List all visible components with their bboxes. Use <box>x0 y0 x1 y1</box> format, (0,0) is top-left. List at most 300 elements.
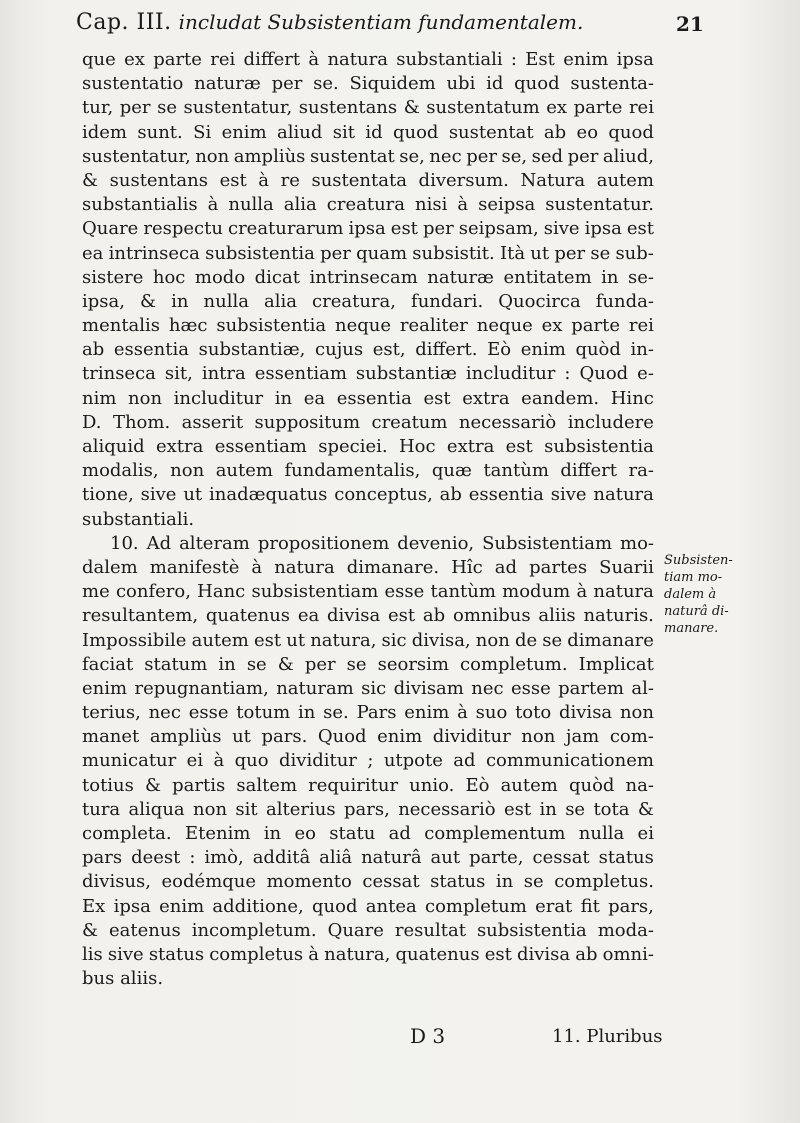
word: essentiam <box>254 363 347 385</box>
word: in- <box>630 339 654 361</box>
word: per <box>554 242 586 264</box>
word: pars, <box>608 895 654 917</box>
word: aliquid <box>82 436 145 457</box>
word: in <box>218 653 236 675</box>
word: aliud, <box>602 145 654 167</box>
text-line <box>82 314 654 338</box>
running-head <box>76 10 583 35</box>
word: cessat <box>362 871 420 893</box>
word: ex <box>124 49 145 70</box>
word: natura <box>274 556 335 578</box>
word: Eò <box>487 339 512 361</box>
word: speciei. <box>318 436 388 457</box>
word: completus <box>209 943 304 965</box>
word: ab <box>543 121 567 143</box>
word: incompletum. <box>191 919 317 941</box>
word: additione, <box>212 895 304 917</box>
word: mo- <box>620 532 654 554</box>
word: sit <box>235 798 258 820</box>
word: sustentatur, <box>82 145 191 167</box>
word: essentiam <box>214 436 307 457</box>
word: realiter <box>399 315 468 337</box>
word: intra <box>201 363 246 385</box>
text-line <box>82 604 654 628</box>
word: differt <box>560 460 617 482</box>
word: e- <box>637 363 654 385</box>
word: divisa <box>516 943 571 965</box>
catchword: 11. Pluribus <box>552 1026 663 1047</box>
word: intrinseca <box>108 242 200 264</box>
word: se <box>565 798 586 820</box>
word: esse <box>188 702 229 724</box>
word: manifestè <box>149 556 240 578</box>
word: ea <box>303 387 326 409</box>
word: & <box>145 774 162 796</box>
word: est <box>503 798 532 820</box>
word: Eò <box>465 774 490 796</box>
word: unio. <box>409 774 455 796</box>
word: se <box>346 653 367 675</box>
word: necessariò <box>398 798 496 820</box>
word: esse <box>384 581 425 603</box>
word: alia <box>283 194 317 216</box>
word: completum <box>424 895 527 917</box>
word: naturam <box>276 677 354 699</box>
word: dividitur <box>279 750 357 772</box>
word: saltem <box>236 774 298 796</box>
word: ad <box>388 823 411 844</box>
word: creaturarum <box>227 218 344 240</box>
text-line: bus aliis. <box>82 968 164 990</box>
word: sustenta- <box>570 73 654 95</box>
word: creatum <box>371 411 448 433</box>
word: confero, <box>115 581 191 603</box>
word: subsistentia <box>476 919 587 941</box>
word: enim <box>563 49 609 70</box>
word: id <box>486 73 504 95</box>
text-line: substantiali. <box>82 508 195 530</box>
word: quæ <box>431 460 472 482</box>
word: ampliùs <box>233 145 306 167</box>
word: Si <box>193 121 212 143</box>
word: dividitur <box>432 726 511 748</box>
word: partes <box>529 556 588 578</box>
word: status <box>148 943 205 965</box>
word: sustentatur, <box>183 97 293 119</box>
word: dimanare <box>567 629 654 651</box>
word: Natura <box>520 169 586 191</box>
word: ea <box>297 605 320 627</box>
word: tantùm <box>430 581 496 603</box>
word: se <box>246 653 267 675</box>
word: nulla <box>228 194 274 216</box>
word: per <box>320 242 351 264</box>
word: sunt. <box>137 121 183 143</box>
word: fundari. <box>411 290 484 312</box>
word: nec <box>148 702 181 724</box>
word: totius <box>82 774 134 796</box>
text-line <box>82 774 654 798</box>
word: dimanare. <box>346 556 440 578</box>
word: aliâ <box>319 847 353 869</box>
word: non <box>193 798 228 820</box>
word: antea <box>365 895 417 917</box>
text-line <box>82 653 654 677</box>
word: autem <box>191 629 249 651</box>
word: natura <box>327 49 388 70</box>
word: sub- <box>615 242 654 264</box>
word: aliud <box>277 121 323 143</box>
word: tantùm <box>483 460 549 482</box>
word: à <box>251 556 263 578</box>
word: quam <box>356 242 408 264</box>
word: partis <box>172 774 226 796</box>
word: à <box>207 194 219 216</box>
word: trinseca <box>82 363 156 385</box>
word: fundamentalis, <box>284 460 421 482</box>
word: se. <box>323 702 349 724</box>
text-line <box>82 556 654 580</box>
word: cujus <box>315 339 364 361</box>
word: in <box>298 702 316 724</box>
word: non <box>521 726 556 748</box>
word: se <box>157 97 177 119</box>
word: re <box>280 169 300 191</box>
word: creatura <box>326 194 406 216</box>
word: per <box>567 145 599 167</box>
word: non <box>619 702 654 724</box>
word: extra <box>462 387 510 409</box>
word: Hoc <box>398 436 436 457</box>
word: modo <box>194 266 246 288</box>
word: : <box>564 363 571 385</box>
word: sic <box>361 677 387 699</box>
word: extra <box>446 436 495 457</box>
word: manet <box>82 726 140 748</box>
word: resultantem, <box>82 605 199 627</box>
word: sustentatum <box>426 97 540 119</box>
word: sed <box>531 145 564 167</box>
word: essentia <box>336 387 412 409</box>
word: & <box>277 653 294 675</box>
word: statum <box>144 653 208 675</box>
word: ipsa <box>584 218 622 240</box>
word: totum <box>236 702 291 724</box>
text-line <box>82 725 654 749</box>
word: est <box>219 169 247 191</box>
word: est <box>390 218 418 240</box>
word: est <box>505 436 533 457</box>
text-line <box>82 242 654 266</box>
word: differt. <box>415 339 478 361</box>
word: quatenus <box>205 605 291 627</box>
word: non <box>128 387 163 409</box>
word: naturæ <box>427 266 494 288</box>
word: sive <box>550 484 587 506</box>
word: lis <box>82 943 103 965</box>
word: includere <box>567 411 654 433</box>
word: per <box>466 145 497 167</box>
word: Hanc <box>197 581 246 603</box>
word: mentalis <box>82 315 161 337</box>
word: ut <box>183 484 203 506</box>
word: subsistentia <box>544 436 654 457</box>
word: eo <box>294 823 316 844</box>
word: includitur <box>173 387 264 409</box>
word: eodémque <box>161 871 257 893</box>
text-line <box>82 96 654 120</box>
word: substantiali <box>396 49 503 70</box>
word: non <box>195 145 230 167</box>
word: in <box>274 387 293 409</box>
word: status <box>430 871 486 893</box>
word: esse <box>510 677 551 699</box>
word: na- <box>625 774 654 796</box>
word: Implicat <box>578 653 654 675</box>
word: se, <box>399 145 425 167</box>
word: à <box>258 169 270 191</box>
word: Thom. <box>112 411 171 433</box>
word: Subsistentiam <box>482 532 613 554</box>
word: parte <box>573 97 623 119</box>
chapter-label: Cap. III. <box>76 10 172 35</box>
word: creatura, <box>312 290 396 312</box>
text-line <box>82 266 654 290</box>
word: se <box>590 242 611 264</box>
word: Hinc <box>610 387 654 409</box>
word: sic <box>381 629 407 651</box>
word: pars, <box>343 798 390 820</box>
marginal-note-line: tiam mo- <box>664 570 723 585</box>
word: naturæ <box>194 73 261 95</box>
word: neque <box>476 315 533 337</box>
word: in <box>171 290 189 312</box>
word: requiritur <box>308 774 399 796</box>
word: non <box>475 629 510 651</box>
word: sistere <box>82 266 144 288</box>
word: de <box>514 629 538 651</box>
word: statu <box>329 823 376 844</box>
text-line <box>82 629 654 653</box>
word: divisa <box>327 605 381 627</box>
word: & <box>82 919 99 941</box>
word: in <box>263 823 282 844</box>
text-line <box>82 121 654 145</box>
word: tione, <box>82 484 134 506</box>
word: est <box>484 943 512 965</box>
word: pars. <box>261 726 308 748</box>
word: D. <box>82 411 102 433</box>
word: quòd <box>575 339 621 361</box>
marginal-note-line: naturâ di- <box>664 604 729 619</box>
word: id <box>365 121 383 143</box>
word: Hîc <box>451 556 483 578</box>
word: ab <box>575 943 598 965</box>
word: subsistentia <box>216 315 327 337</box>
word: sustentat <box>448 121 534 143</box>
marginal-note <box>664 552 774 637</box>
word: com- <box>609 726 654 748</box>
word: modum <box>502 581 571 603</box>
word: sit <box>332 121 355 143</box>
word: Ad <box>146 532 172 554</box>
word: subsistentiam <box>251 581 379 603</box>
word: partem <box>558 677 624 699</box>
word: ampliùs <box>149 726 222 748</box>
word: natura <box>593 581 654 603</box>
word: Quod <box>579 363 629 385</box>
word: diversum. <box>418 169 509 191</box>
word: quatenus <box>395 943 480 965</box>
word: per <box>119 97 151 119</box>
word: ut <box>286 629 306 651</box>
word: momento <box>266 871 352 893</box>
word: ex <box>541 315 563 337</box>
word: ea <box>82 242 104 264</box>
text-line <box>82 338 654 362</box>
page-footer <box>0 1024 800 1054</box>
word: à <box>457 194 469 216</box>
word: per <box>304 653 336 675</box>
word: se, <box>501 145 528 167</box>
word: neque <box>335 315 392 337</box>
text-line <box>82 532 654 556</box>
text-line <box>82 290 654 314</box>
word: 10. <box>110 532 139 554</box>
word: conceptus, <box>334 484 433 506</box>
word: Suarii <box>599 556 654 578</box>
text-line <box>82 895 654 919</box>
word: subsistentia <box>205 242 315 264</box>
word: completus. <box>554 871 654 893</box>
word: entitatem <box>503 266 592 288</box>
word: completa. <box>82 823 172 844</box>
word: sustentat <box>309 145 395 167</box>
word: sive <box>140 484 177 506</box>
page-header <box>76 10 704 42</box>
word: ubi <box>446 73 476 95</box>
word: nisi <box>415 194 448 216</box>
text-line <box>82 580 654 604</box>
word: à <box>213 750 225 772</box>
word: complementum <box>424 823 566 844</box>
word: ipsa <box>348 218 386 240</box>
word: enim <box>159 895 205 917</box>
word: quo <box>234 750 269 772</box>
word: quod <box>312 895 358 917</box>
word: ad <box>494 556 518 578</box>
word: toto <box>515 702 552 724</box>
word: natura, <box>324 943 391 965</box>
word: sustentans <box>298 97 398 119</box>
word: & <box>140 290 157 312</box>
word: ab <box>82 339 105 361</box>
word: naturis. <box>583 605 654 627</box>
word: à <box>308 943 320 965</box>
word: idem <box>82 121 127 143</box>
word: ipsa <box>113 895 151 917</box>
word: à <box>457 702 468 724</box>
word: essentia <box>468 484 544 506</box>
word: eandem. <box>521 387 600 409</box>
word: autem <box>215 460 273 482</box>
word: omnibus <box>452 605 531 627</box>
text-line <box>82 870 654 894</box>
text-line <box>82 435 654 459</box>
word: dalem <box>82 556 138 578</box>
word: est, <box>372 339 406 361</box>
word: communicationem <box>485 750 654 772</box>
text-line <box>82 459 654 483</box>
word: ipsa <box>616 49 654 70</box>
word: ei <box>637 823 654 844</box>
word: inadæquatus <box>208 484 328 506</box>
word: seipsam, <box>458 218 539 240</box>
word: Ità <box>499 242 526 264</box>
word: ab <box>422 605 446 627</box>
word: Quare <box>327 919 384 941</box>
word: parte, <box>469 847 524 869</box>
word: nulla <box>578 823 625 844</box>
word: completum. <box>460 653 568 675</box>
word: ei <box>186 750 204 772</box>
word: repugnantiam, <box>134 677 269 699</box>
word: me <box>82 581 110 603</box>
word: ut <box>530 242 550 264</box>
word: quod <box>392 121 439 143</box>
running-title: includat Subsistentiam fundamentalem. <box>178 10 584 34</box>
word: additâ <box>252 847 311 869</box>
word: rei <box>628 97 654 119</box>
word: enim <box>520 339 566 361</box>
word: subsistit. <box>412 242 495 264</box>
word: extra <box>155 436 204 457</box>
word: nulla <box>203 290 249 312</box>
word: status <box>598 847 654 869</box>
word: naturâ <box>361 847 422 869</box>
word: Quocirca <box>498 290 581 312</box>
word: sive <box>543 218 580 240</box>
word: seorsim <box>377 653 449 675</box>
word: alia <box>264 290 297 312</box>
text-line <box>82 701 654 725</box>
word: rei <box>628 315 654 337</box>
word: enim <box>377 726 423 748</box>
word: modalis, <box>82 460 159 482</box>
word: respectu <box>143 218 223 240</box>
word: Quod <box>317 726 367 748</box>
word: se <box>542 629 563 651</box>
word: natura <box>593 484 654 506</box>
word: ipsa, <box>82 290 125 312</box>
word: substantialis <box>82 194 198 216</box>
word: municatur <box>82 750 177 772</box>
word: imò, <box>204 847 244 869</box>
text-line <box>82 749 654 773</box>
word: : <box>510 49 517 70</box>
word: moda- <box>597 919 654 941</box>
word: est <box>626 218 654 240</box>
word: intrinsecam <box>309 266 418 288</box>
word: aut <box>430 847 461 869</box>
word: enim <box>82 677 128 699</box>
word: funda- <box>595 290 654 312</box>
word: hæc <box>168 315 208 337</box>
word: aliqua <box>128 798 185 820</box>
word: que <box>82 49 116 70</box>
word: rei <box>210 49 236 70</box>
text-line <box>82 48 654 72</box>
